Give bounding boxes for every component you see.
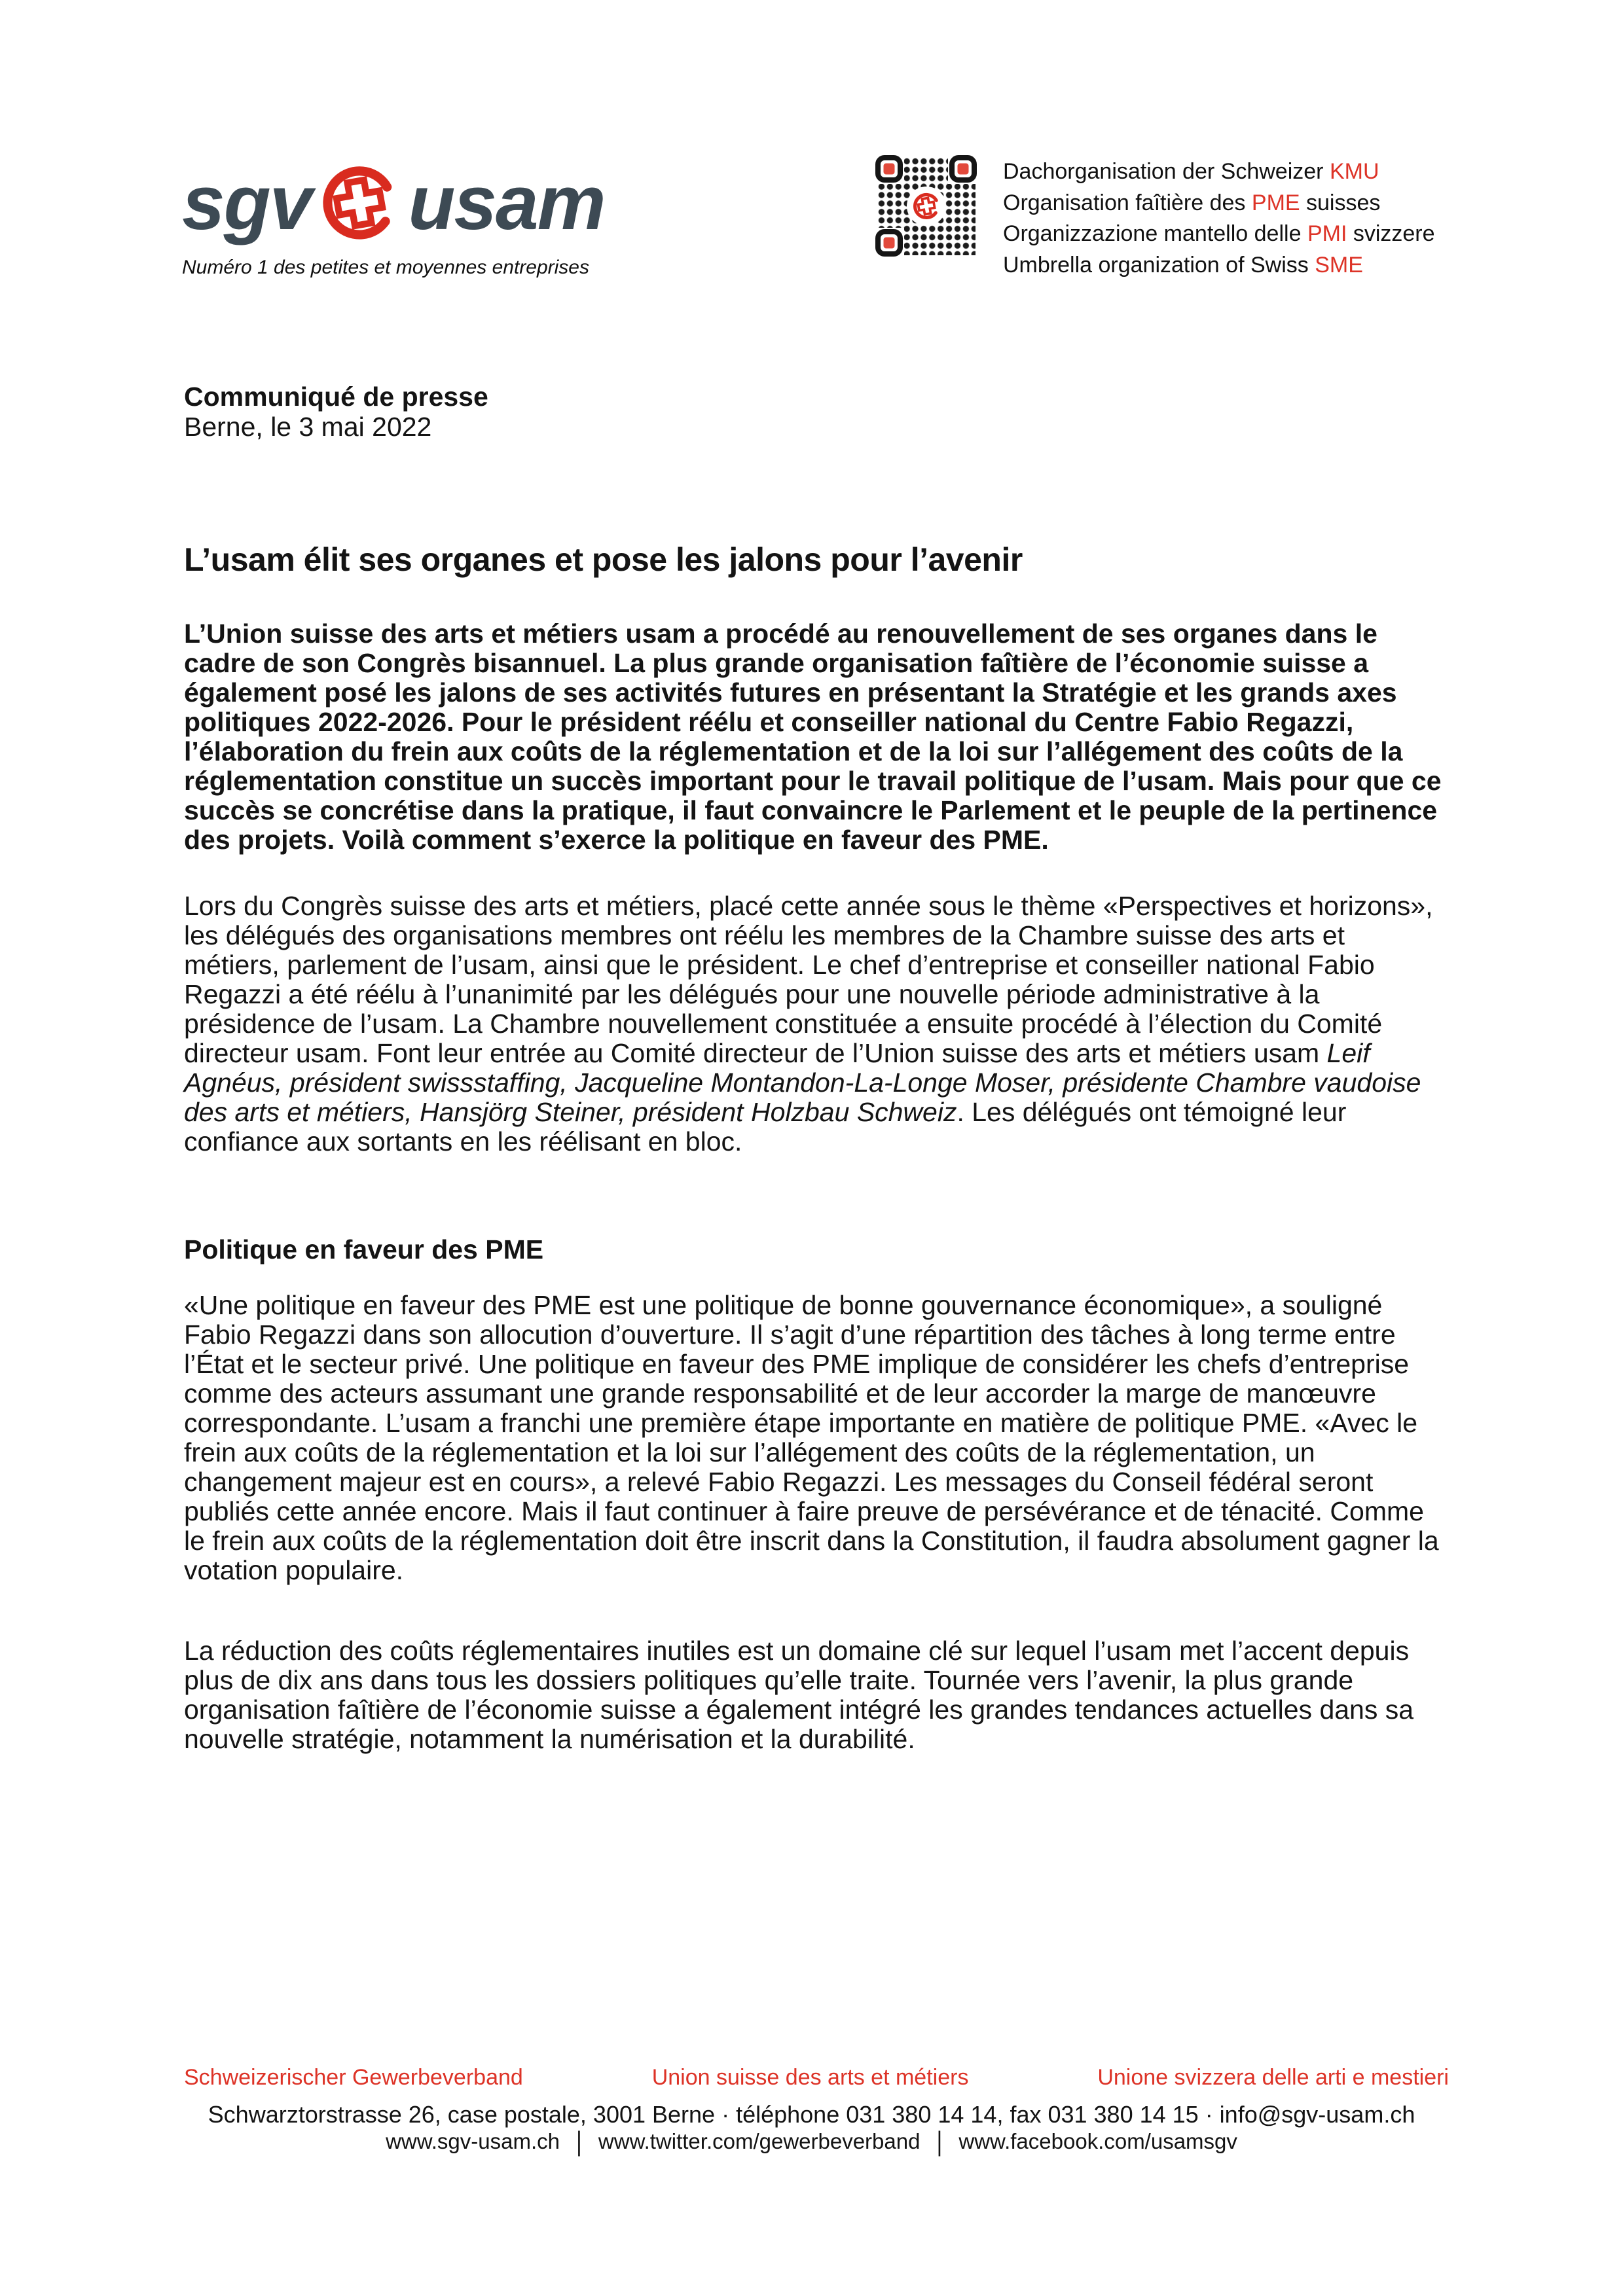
footer-link-twitter[interactable]: www.twitter.com/gewerbeverband <box>598 2129 921 2153</box>
dateline: Berne, le 3 mai 2022 <box>184 412 432 442</box>
org-caption-italian <box>1003 219 1474 250</box>
text-segment: suisses <box>1300 190 1381 215</box>
footer-link-separator: | <box>576 2126 582 2157</box>
section-heading-pme: Politique en faveur des PME <box>184 1234 544 1265</box>
press-release-label: Communiqué de presse <box>184 382 488 412</box>
qr-center-logo-icon <box>907 187 946 226</box>
footer-org-italian: Unione svizzera delle arti e mestieri <box>1097 2065 1449 2090</box>
footer-link-website[interactable]: www.sgv-usam.ch <box>386 2129 560 2153</box>
qr-code <box>875 155 977 257</box>
logo-text-sgv: sgv <box>182 160 312 246</box>
qr-finder-bottom-left-icon <box>874 228 904 258</box>
text-segment: svizzere <box>1347 221 1435 246</box>
lead-paragraph: L’Union suisse des arts et métiers usam a procédé au renouvellement de ses organes dans le cadre de son Congrès bisannuel. La plus grande organisation faîtière de l’économie suisse a également posé les jalons de ses activités futures en présentant la Stratégie et les grands axes politiques 2022-2026. Pour le président réélu et conseiller national du Centre Fabio Regazzi, l’élaboration du frein aux coûts de la réglementation et de la loi sur l’allégement des coûts de la réglementation constitue un succès important pour le travail politique de l’usam. Mais pour que ce succès se concrétise dans la pratique, il faut convaincre le Parlement et le peuple de la pertinence des projets. Voilà comment s’exerce la politique en faveur des PME. <box>184 619 1442 855</box>
org-caption-french <box>1003 188 1474 219</box>
text-segment: Dachorganisation der Schweizer <box>1003 159 1330 184</box>
text-segment: Lors du Congrès suisse des arts et métiers, placé cette année sous le thème «Perspectives et horizons», les délégués des organisations membres ont réélu les membres de la Chambre suisse des arts et métiers, parlement de l’usam, ainsi que le président. Le chef d’entreprise et conseiller national Fabio Regazzi a été réélu à l’unanimité par les délégués pour une nouvelle période administrative à la présidence de l’usam. La Chambre nouvellement constituée a ensuite procédé à l’élection du Comité directeur usam. Font leur entrée au Comité directeur de l’Union suisse des arts et métiers usam <box>184 891 1433 1068</box>
text-segment-red: SME <box>1315 252 1363 278</box>
paragraph-congress <box>184 891 1448 1157</box>
footer-link-facebook[interactable]: www.facebook.com/usamsgv <box>958 2129 1237 2153</box>
text-segment: Organizzazione mantello delle <box>1003 221 1307 246</box>
swiss-cross-at-icon <box>318 161 401 245</box>
text-segment-red: PME <box>1251 190 1300 215</box>
footer-link-separator: | <box>936 2126 943 2157</box>
footer-org-french: Union suisse des arts et métiers <box>651 2065 969 2090</box>
sgv-usam-logo <box>182 161 605 279</box>
text-segment-red: PMI <box>1307 221 1347 246</box>
org-caption-german <box>1003 156 1474 188</box>
paragraph-regulatory-costs: La réduction des coûts réglementaires inutiles est un domaine clé sur lequel l’usam met l’accent depuis plus de dix ans dans tous les dossiers politiques qu’elle traite. Tournée vers l’avenir, la plus grande organisation faîtière de l’économie suisse a également intégré les grandes tendances actuelles dans sa nouvelle stratégie, notamment la numérisation et la durabilité. <box>184 1636 1414 1754</box>
text-segment-red: KMU <box>1329 159 1379 184</box>
document-meta <box>184 382 488 442</box>
text-segment-i: Leif Agnéus, président swissstaffing, Jacqueline Montandon-La-Longe Moser, présidente Chambre vaudoise des arts et métiers, Hansjörg Steiner, président Holzbau Schweiz <box>184 1038 1421 1127</box>
paragraph-pme-policy: «Une politique en faveur des PME est une politique de bonne gouvernance économique», a souligné Fabio Regazzi dans son allocution d’ouverture. Il s’agit d’une répartition des tâches à long terme entre l’État et le secteur privé. Une politique en faveur des PME implique de considérer les chefs d’entreprise comme des acteurs assumant une grande responsabilité et de leur accorder la marge de manœuvre correspondante. L’usam a franchi une première étape importante en matière de politique PME. «Avec le frein aux coûts de la réglementation et la loi sur l’allégement des coûts de la réglementation, un changement majeur est en cours», a relevé Fabio Regazzi. Les messages du Conseil fédéral seront publiés cette année encore. Mais il faut continuer à faire preuve de persévérance et de ténacité. Comme le frein aux coûts de la réglementation doit être inscrit dans la Constitution, il faudra absolument gagner la votation populaire. <box>184 1290 1439 1585</box>
text-segment: . Les délégués ont témoigné leur confiance aux sortants en les réélisant en bloc. <box>184 1097 1347 1157</box>
org-caption-english <box>1003 250 1474 281</box>
logo-text-usam: usam <box>408 160 605 246</box>
footer-org-names <box>184 2065 1449 2090</box>
logo-tagline: Numéro 1 des petites et moyennes entreprises <box>182 257 589 278</box>
qr-finder-top-left-icon <box>874 154 904 184</box>
text-segment: Umbrella organization of Swiss <box>1003 252 1315 278</box>
text-segment: Organisation faîtière des <box>1003 190 1252 215</box>
headline: L’usam élit ses organes et pose les jalons pour l’avenir <box>184 541 1023 578</box>
footer-address: Schwarztorstrasse 26, case postale, 3001 Berne · téléphone 031 380 14 14, fax 031 380 14 15 · info@sgv-usam.ch <box>208 2101 1415 2128</box>
footer-links <box>0 2126 1623 2157</box>
qr-finder-top-right-icon <box>948 154 978 184</box>
footer-org-german: Schweizerischer Gewerbeverband <box>184 2065 523 2090</box>
